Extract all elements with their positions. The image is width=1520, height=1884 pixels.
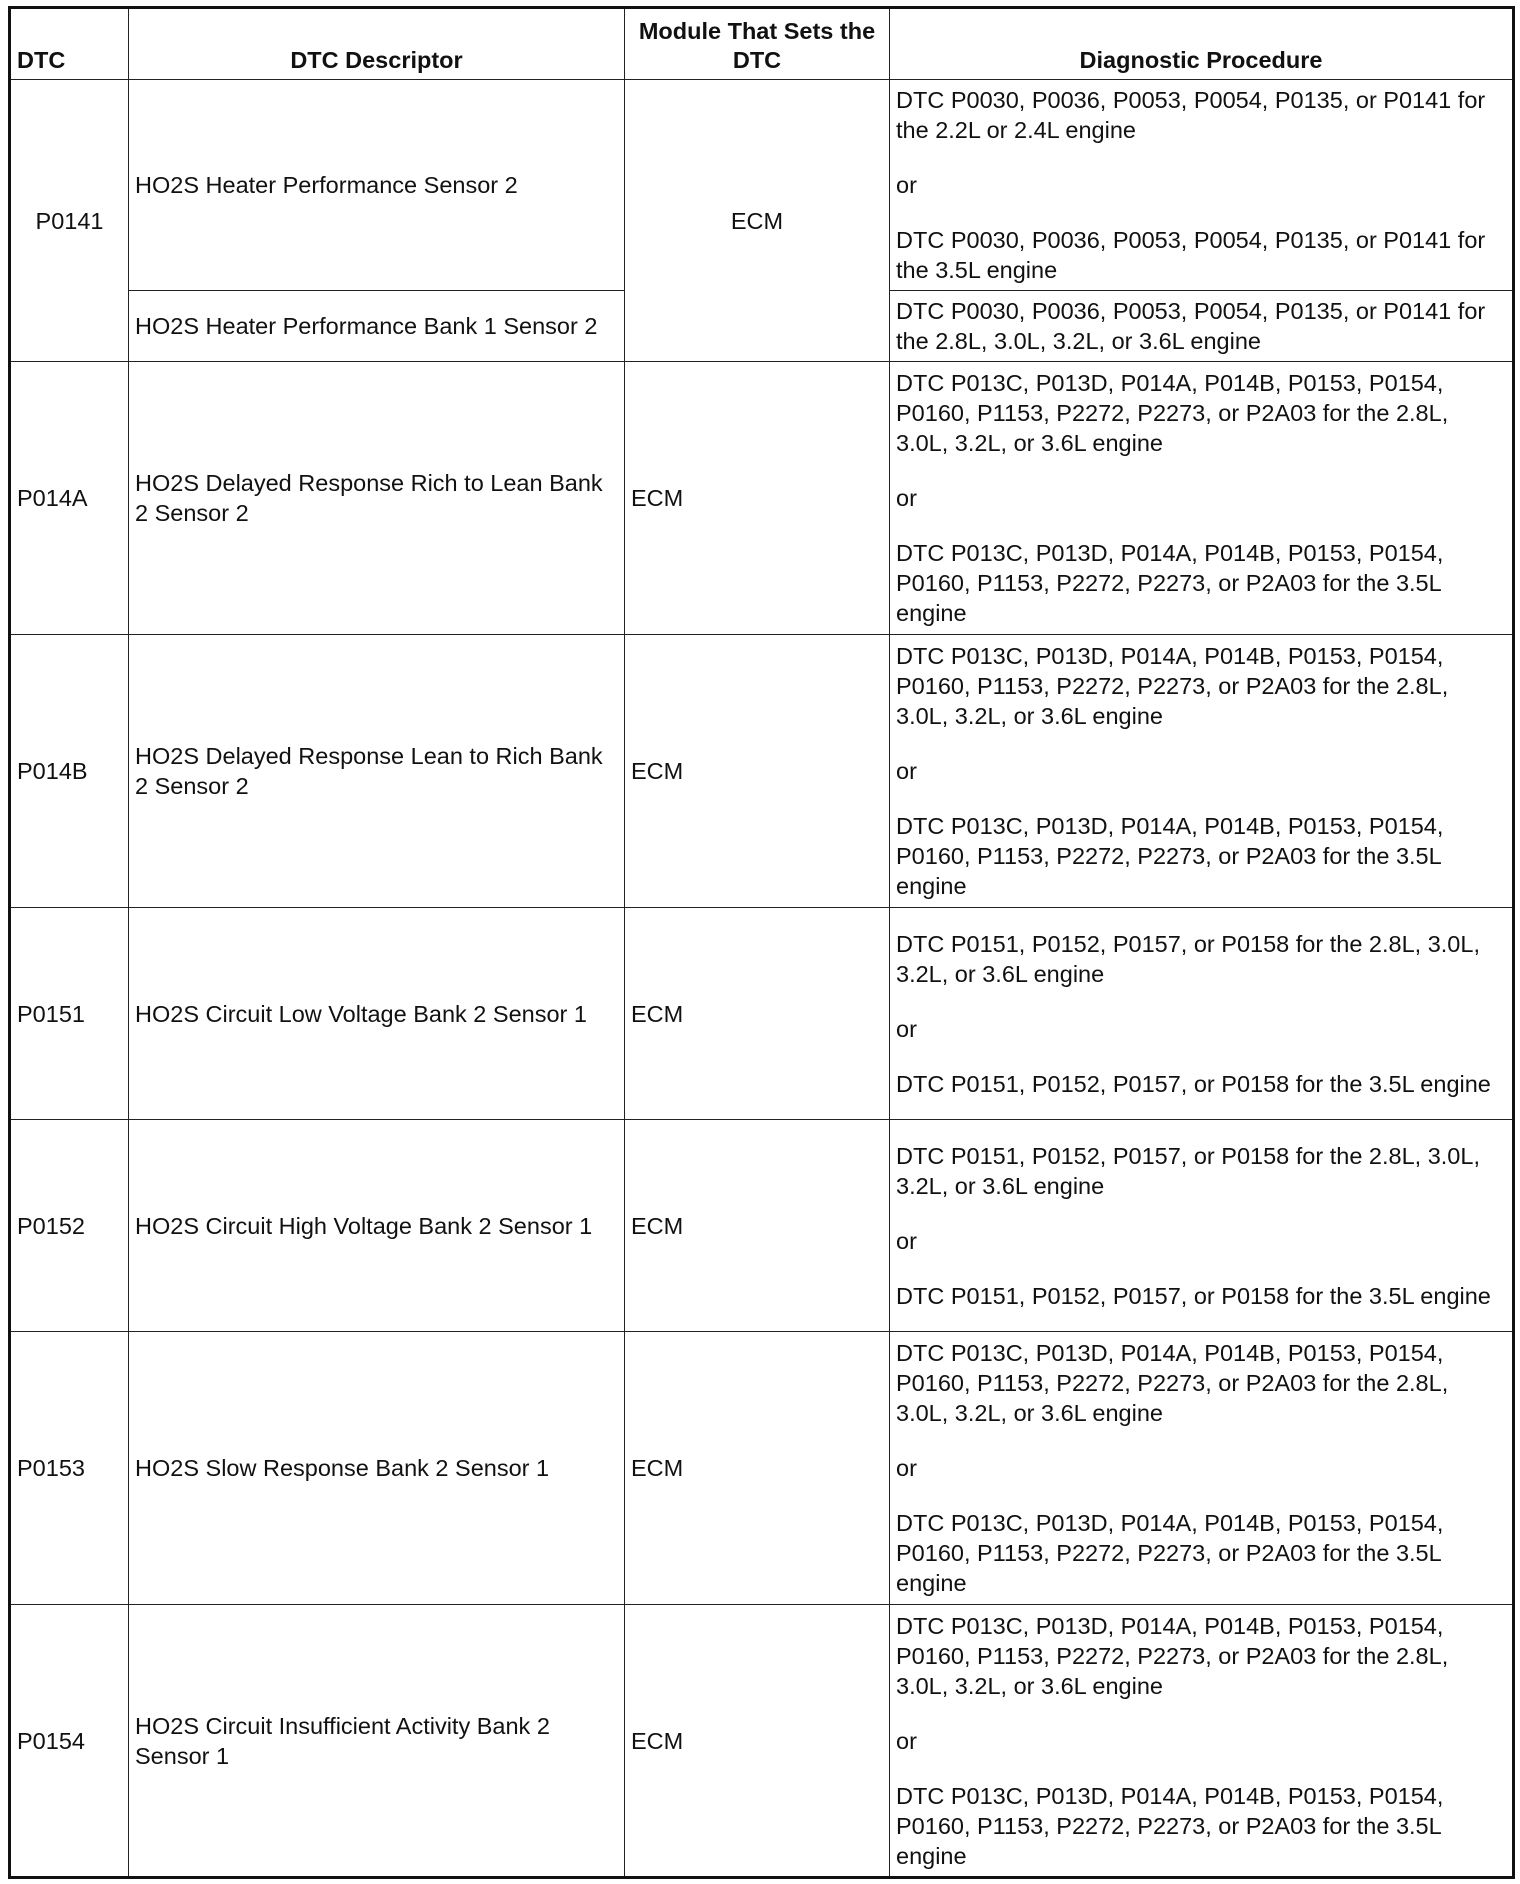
table-row bbox=[10, 362, 1514, 635]
dtc-code: P0151 bbox=[10, 908, 129, 1120]
header-dtc: DTC bbox=[10, 8, 129, 80]
header-procedure: Diagnostic Procedure bbox=[890, 8, 1514, 80]
dtc-descriptor: HO2S Heater Performance Bank 1 Sensor 2 bbox=[129, 291, 625, 362]
header-descriptor: DTC Descriptor bbox=[129, 8, 625, 80]
diagnostic-procedure bbox=[890, 1120, 1514, 1332]
procedure-or: or bbox=[896, 1015, 917, 1042]
table-row bbox=[10, 908, 1514, 1120]
procedure-or: or bbox=[896, 172, 917, 198]
dtc-descriptor: HO2S Circuit Insufficient Activity Bank 2 Sensor 1 bbox=[129, 1605, 625, 1878]
procedure-or: or bbox=[896, 1727, 917, 1754]
procedure-text: DTC P013C, P013D, P014A, P014B, P0153, P0154, P0160, P1153, P2272, P2273, or P2A03 for the 3.5L engine bbox=[896, 1510, 1444, 1596]
diagnostic-procedure bbox=[890, 80, 1514, 291]
dtc-descriptor: HO2S Slow Response Bank 2 Sensor 1 bbox=[129, 1332, 625, 1605]
table-row bbox=[10, 1332, 1514, 1605]
procedure-text: DTC P0151, P0152, P0157, or P0158 for the 3.5L engine bbox=[896, 1282, 1491, 1309]
dtc-descriptor: HO2S Circuit Low Voltage Bank 2 Sensor 1 bbox=[129, 908, 625, 1120]
header-module: Module That Sets the DTC bbox=[625, 8, 890, 80]
dtc-descriptor: HO2S Delayed Response Rich to Lean Bank 2 Sensor 2 bbox=[129, 362, 625, 635]
dtc-table bbox=[8, 6, 1515, 1879]
procedure-or: or bbox=[896, 758, 917, 784]
dtc-descriptor: HO2S Heater Performance Sensor 2 bbox=[129, 80, 625, 291]
dtc-module: ECM bbox=[625, 1605, 890, 1878]
procedure-or: or bbox=[896, 1455, 917, 1481]
dtc-code: P0152 bbox=[10, 1120, 129, 1332]
diagnostic-procedure bbox=[890, 291, 1514, 362]
table-row bbox=[10, 1605, 1514, 1878]
procedure-text: DTC P0030, P0036, P0053, P0054, P0135, or P0141 for the 2.8L, 3.0L, 3.2L, or 3.6L engine bbox=[896, 298, 1486, 354]
dtc-descriptor: HO2S Delayed Response Lean to Rich Bank 2 Sensor 2 bbox=[129, 635, 625, 908]
procedure-text: DTC P013C, P013D, P014A, P014B, P0153, P0154, P0160, P1153, P2272, P2273, or P2A03 for the 2.8L, 3.0L, 3.2L, or 3.6L engine bbox=[896, 643, 1449, 729]
dtc-code: P0153 bbox=[10, 1332, 129, 1605]
procedure-text: DTC P013C, P013D, P014A, P014B, P0153, P0154, P0160, P1153, P2272, P2273, or P2A03 for the 2.8L, 3.0L, 3.2L, or 3.6L engine bbox=[896, 1612, 1449, 1699]
dtc-code: P014A bbox=[10, 362, 129, 635]
procedure-or: or bbox=[896, 485, 917, 511]
dtc-module: ECM bbox=[625, 635, 890, 908]
procedure-text: DTC P0030, P0036, P0053, P0054, P0135, or P0141 for the 3.5L engine bbox=[896, 227, 1486, 283]
dtc-module: ECM bbox=[625, 362, 890, 635]
diagnostic-procedure bbox=[890, 362, 1514, 635]
dtc-module: ECM bbox=[625, 1120, 890, 1332]
procedure-text: DTC P013C, P013D, P014A, P014B, P0153, P0154, P0160, P1153, P2272, P2273, or P2A03 for the 2.8L, 3.0L, 3.2L, or 3.6L engine bbox=[896, 370, 1449, 456]
procedure-text: DTC P0151, P0152, P0157, or P0158 for the 2.8L, 3.0L, 3.2L, or 3.6L engine bbox=[896, 930, 1480, 987]
dtc-descriptor: HO2S Circuit High Voltage Bank 2 Sensor 1 bbox=[129, 1120, 625, 1332]
table-row bbox=[10, 1120, 1514, 1332]
diagnostic-procedure bbox=[890, 908, 1514, 1120]
procedure-text: DTC P013C, P013D, P014A, P014B, P0153, P0154, P0160, P1153, P2272, P2273, or P2A03 for the 3.5L engine bbox=[896, 540, 1444, 626]
procedure-text: DTC P013C, P013D, P014A, P014B, P0153, P0154, P0160, P1153, P2272, P2273, or P2A03 for the 3.5L engine bbox=[896, 1782, 1444, 1869]
dtc-code: P0141 bbox=[10, 80, 129, 362]
header-row bbox=[10, 8, 1514, 80]
procedure-or: or bbox=[896, 1227, 917, 1254]
procedure-text: DTC P013C, P013D, P014A, P014B, P0153, P0154, P0160, P1153, P2272, P2273, or P2A03 for the 3.5L engine bbox=[896, 813, 1444, 899]
dtc-module: ECM bbox=[625, 1332, 890, 1605]
procedure-text: DTC P0151, P0152, P0157, or P0158 for the 2.8L, 3.0L, 3.2L, or 3.6L engine bbox=[896, 1142, 1480, 1199]
diagnostic-procedure bbox=[890, 1605, 1514, 1878]
dtc-module: ECM bbox=[625, 80, 890, 362]
diagnostic-procedure bbox=[890, 1332, 1514, 1605]
procedure-text: DTC P0030, P0036, P0053, P0054, P0135, or P0141 for the 2.2L or 2.4L engine bbox=[896, 87, 1486, 143]
table-row bbox=[10, 80, 1514, 291]
procedure-text: DTC P013C, P013D, P014A, P014B, P0153, P0154, P0160, P1153, P2272, P2273, or P2A03 for the 2.8L, 3.0L, 3.2L, or 3.6L engine bbox=[896, 1340, 1449, 1426]
dtc-module: ECM bbox=[625, 908, 890, 1120]
dtc-code: P014B bbox=[10, 635, 129, 908]
table-row bbox=[10, 635, 1514, 908]
procedure-text: DTC P0151, P0152, P0157, or P0158 for the 3.5L engine bbox=[896, 1070, 1491, 1097]
diagnostic-procedure bbox=[890, 635, 1514, 908]
dtc-code: P0154 bbox=[10, 1605, 129, 1878]
